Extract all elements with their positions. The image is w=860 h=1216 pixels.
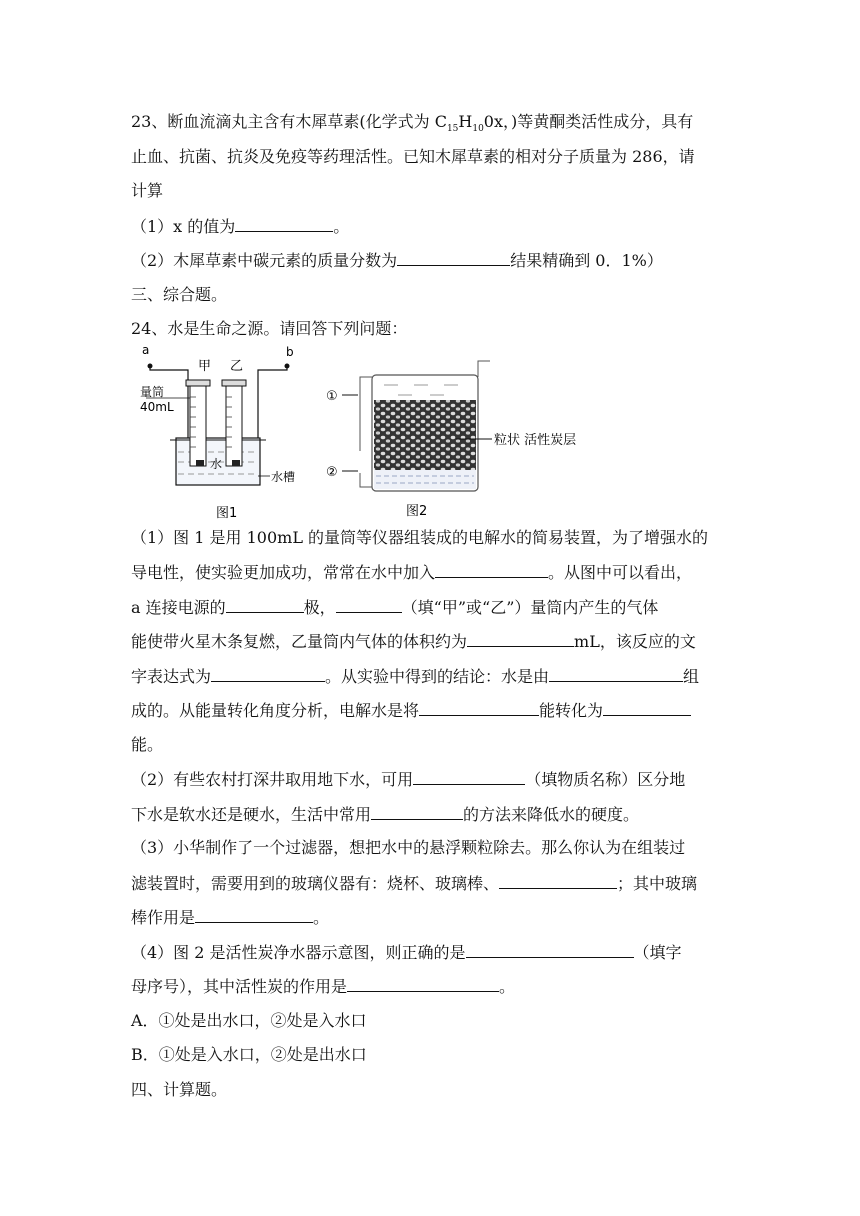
q23-text: 计算 xyxy=(131,181,164,200)
q24-text: 的方法来降低水的硬度。 xyxy=(463,805,640,824)
answer-blank[interactable] xyxy=(226,597,304,613)
fig1-label-40ml: 40mL xyxy=(140,400,174,414)
q23-line-3 xyxy=(131,181,163,201)
answer-blank[interactable] xyxy=(413,769,525,785)
q24-part1-line-7 xyxy=(131,735,163,755)
q23-part2-text: （2）木犀草素中碳元素的质量分数为 xyxy=(131,251,398,270)
q24-stem-text: 24、水是生命之源。请回答下列问题： xyxy=(131,319,408,338)
q24-text: 导电性，使实验更加成功，常常在水中加入 xyxy=(131,563,436,582)
fig1-label-yi: 乙 xyxy=(230,359,244,374)
option-a-text: A．①处是出水口，②处是入水口 xyxy=(131,1011,367,1030)
q24-text: （填字 xyxy=(633,943,682,962)
q24-part3-line-1 xyxy=(131,838,685,858)
q24-text: 。 xyxy=(313,908,330,927)
q24-part1-line-5 xyxy=(131,666,699,687)
answer-blank[interactable] xyxy=(466,942,634,958)
q23-text: 止血、抗菌、抗炎及免疫等药理活性。已知木犀草素的相对分子质量为 286，请 xyxy=(131,147,695,166)
q24-text: 成的。从能量转化角度分析，电解水是将 xyxy=(131,701,420,720)
q24-text: 组 xyxy=(683,667,700,686)
q24-text: 棒作用是 xyxy=(131,908,196,927)
q24-stem xyxy=(131,319,407,339)
q23-text: 23、断血流滴丸主含有木犀草素(化学式为 C xyxy=(131,112,447,131)
answer-blank[interactable] xyxy=(419,700,539,716)
q24-text: （4）图 2 是活性炭净水器示意图，则正确的是 xyxy=(131,943,466,962)
fig1-caption: 图1 xyxy=(216,506,238,521)
fig2-label-layer: 粒状 活性炭层 xyxy=(494,433,577,448)
q23-text: 0x，)等黄酮类活性成分，具有 xyxy=(483,112,694,131)
section-heading: 四、计算题。 xyxy=(131,1080,228,1099)
q24-text: 。从实验中得到的结论：水是由 xyxy=(325,667,550,686)
q24-text: （填“甲”或“乙”）量筒内产生的气体 xyxy=(401,598,659,617)
q24-text: 。 xyxy=(499,977,516,996)
option-a[interactable] xyxy=(131,1011,367,1031)
section-4-heading xyxy=(131,1080,227,1100)
q23-part1-text: （1）x 的值为 xyxy=(131,217,236,236)
fig2-marker-2: ② xyxy=(326,465,338,480)
answer-blank[interactable] xyxy=(549,666,683,682)
q24-text: 母序号），其中活性炭的作用是 xyxy=(131,977,348,996)
q24-part3-line-3 xyxy=(131,907,329,928)
q24-text: （3）小华制作了一个过滤器，想把水中的悬浮颗粒除去。那么你认为在组装过 xyxy=(131,838,686,857)
formula-subscript: 10 xyxy=(472,124,484,135)
q24-text: 。从图中可以看出， xyxy=(548,563,693,582)
q24-text: mL，该反应的文 xyxy=(574,632,696,651)
option-b-text: B．①处是入水口，②处是出水口 xyxy=(131,1045,367,1064)
q24-text: 能。 xyxy=(131,735,164,754)
answer-blank[interactable] xyxy=(435,562,548,578)
q24-text: 字表达式为 xyxy=(131,667,212,686)
q24-part1-line-1 xyxy=(131,528,708,548)
q24-part3-line-2 xyxy=(131,873,697,894)
fig1-label-shuicao: 水槽 xyxy=(271,470,296,484)
section-heading: 三、综合题。 xyxy=(131,285,228,304)
fig1-label-a: a xyxy=(142,343,150,357)
q24-text: 滤装置时，需要用到的玻璃仪器有：烧杯、玻璃棒、 xyxy=(131,874,500,893)
section-3-heading xyxy=(131,285,227,305)
q23-part-1 xyxy=(131,216,349,237)
q24-part2-line-1 xyxy=(131,769,685,790)
answer-blank[interactable] xyxy=(235,216,333,232)
answer-blank[interactable] xyxy=(195,907,313,923)
q24-text: （填物质名称）区分地 xyxy=(525,770,686,789)
answer-blank[interactable] xyxy=(603,700,691,716)
fig1-label-b: b xyxy=(286,345,294,359)
q24-part1-line-4 xyxy=(131,631,696,652)
q24-part1-line-3 xyxy=(131,597,658,618)
answer-blank[interactable] xyxy=(336,597,402,613)
q23-part1-text: 。 xyxy=(333,217,350,236)
answer-blank[interactable] xyxy=(397,250,510,266)
q24-text: （1）图 1 是用 100mL 的量筒等仪器组装成的电解水的简易装置，为了增强水的 xyxy=(131,528,709,547)
q24-part1-line-2 xyxy=(131,562,692,583)
formula-h: H xyxy=(458,112,473,131)
q23-line-2 xyxy=(131,147,695,167)
option-b[interactable] xyxy=(131,1045,367,1065)
q23-part2-text: 结果精确到 0．1%） xyxy=(510,251,663,270)
q23-part-2 xyxy=(131,250,663,271)
fig2-caption: 图2 xyxy=(406,504,428,519)
fig1-label-shui: 水 xyxy=(210,457,223,471)
fig1-label-jia: 甲 xyxy=(198,359,212,374)
q24-part4-line-2 xyxy=(131,976,515,997)
figure-2-carbon-filter xyxy=(320,355,610,520)
q24-text: ；其中玻璃 xyxy=(617,874,698,893)
q24-text: 能转化为 xyxy=(539,701,604,720)
q24-text: a 连接电源的 xyxy=(131,598,226,617)
fig2-marker-1: ① xyxy=(326,389,338,404)
q24-text: （2）有些农村打深井取用地下水，可用 xyxy=(131,770,414,789)
answer-blank[interactable] xyxy=(347,976,499,992)
q24-text: 下水是软水还是硬水，生活中常用 xyxy=(131,805,372,824)
answer-blank[interactable] xyxy=(211,666,325,682)
q24-text: 极， xyxy=(303,598,336,617)
q24-text: 能使带火星木条复燃，乙量筒内气体的体积约为 xyxy=(131,632,468,651)
q24-part4-line-1 xyxy=(131,942,682,963)
q24-part2-line-2 xyxy=(131,804,639,825)
formula-subscript: 15 xyxy=(446,124,459,135)
q24-part1-line-6 xyxy=(131,700,691,721)
answer-blank[interactable] xyxy=(499,873,617,889)
fig1-label-liangtong: 量筒 xyxy=(140,385,165,399)
figure-1-electrolysis xyxy=(140,342,315,522)
answer-blank[interactable] xyxy=(371,804,463,820)
q23-line-1 xyxy=(131,112,694,135)
answer-blank[interactable] xyxy=(467,631,574,647)
